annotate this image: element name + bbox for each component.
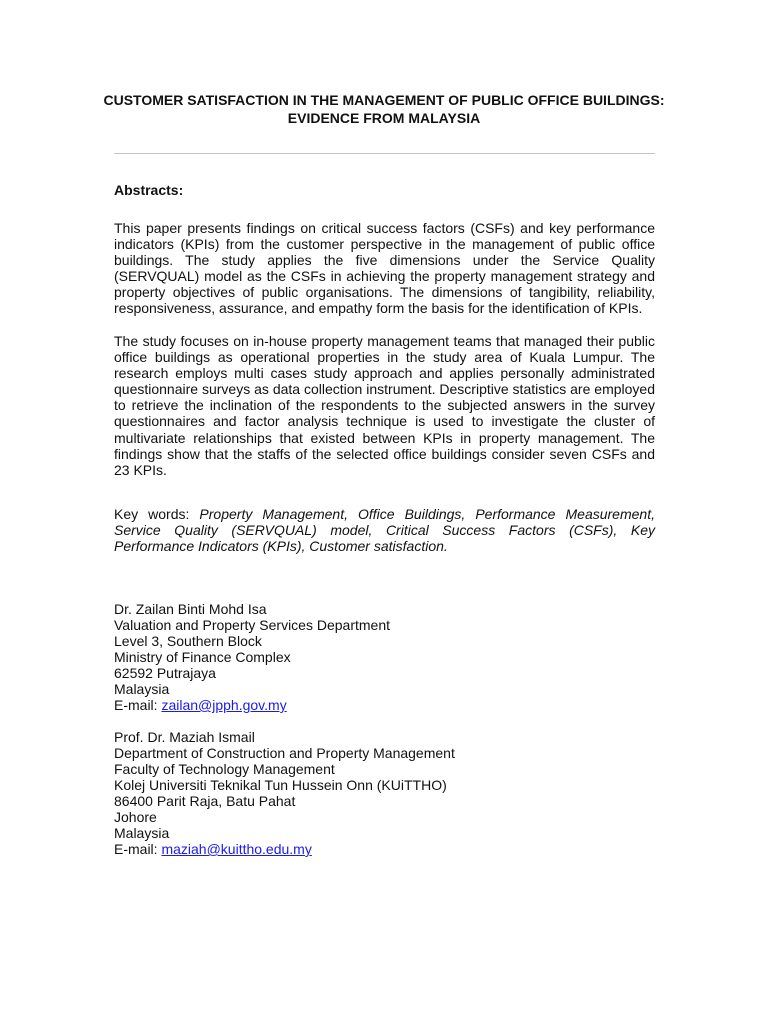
author-contact-1: [114, 601, 390, 713]
author-1-email-row: [114, 697, 390, 713]
author-2-email-row: [114, 841, 455, 857]
author-2-name: Prof. Dr. Maziah Ismail: [114, 729, 255, 745]
author-2-email-link[interactable]: maziah@kuittho.edu.my: [161, 841, 312, 857]
keywords-label: Key words:: [114, 506, 200, 522]
author-2-email-label: E-mail:: [114, 841, 162, 857]
paper-title: CUSTOMER SATISFACTION IN THE MANAGEMENT OF PUBLIC OFFICE BUILDINGS: EVIDENCE FROM MALAYSIA: [103, 92, 665, 126]
author-2-state: Johore: [114, 809, 157, 825]
author-contact-2: [114, 729, 455, 857]
title-divider: [114, 153, 655, 154]
author-1-email-label: E-mail:: [114, 697, 162, 713]
keywords-paragraph: [114, 506, 655, 554]
author-1-department: Valuation and Property Services Department: [114, 617, 390, 633]
author-1-name: Dr. Zailan Binti Mohd Isa: [114, 601, 267, 617]
abstract-paragraph-1: This paper presents findings on critical success factors (CSFs) and key performance indicators (KPIs) from the customer perspective in the management of public office buildings. The study applies the five dimensions under the Service Quality (SERVQUAL) model as the CSFs in achieving the property management strategy and property objectives of public organisations. The dimensions of tangibility, reliability, responsiveness, assurance, and empathy form the basis for the identification of KPIs.: [114, 220, 655, 317]
abstract-paragraph-2: The study focuses on in-house property management teams that managed their public office buildings as operational properties in the study area of Kuala Lumpur. The research employs multi cases study approach and applies personally administrated questionnaire surveys as data collection instrument. Descriptive statistics are employed to retrieve the inclination of the respondents to the subjected answers in the survey questionnaires and factor analysis technique is used to investigate the cluster of multivariate relationships that existed between KPIs in property management. The findings show that the staffs of the selected office buildings consider seven CSFs and 23 KPIs.: [114, 333, 655, 478]
author-1-country: Malaysia: [114, 681, 170, 697]
author-2-department: Department of Construction and Property Management: [114, 745, 455, 761]
abstract-heading: Abstracts:: [114, 182, 184, 198]
author-2-faculty: Faculty of Technology Management: [114, 761, 335, 777]
author-1-address-line: Level 3, Southern Block: [114, 633, 262, 649]
author-2-institution: Kolej Universiti Teknikal Tun Hussein Onn (KUiTTHO): [114, 777, 447, 793]
author-1-address-line: Ministry of Finance Complex: [114, 649, 291, 665]
keywords-list: Property Management, Office Buildings, Performance Measurement, Service Quality (SERVQUAL) model, Critical Success Factors (CSFs), Key Performance Indicators (KPIs), Customer satisfaction.: [114, 506, 655, 555]
author-1-email-link[interactable]: zailan@jpph.gov.my: [161, 697, 287, 713]
author-2-country: Malaysia: [114, 825, 170, 841]
author-2-address-line: 86400 Parit Raja, Batu Pahat: [114, 793, 296, 809]
author-1-address-line: 62592 Putrajaya: [114, 665, 216, 681]
